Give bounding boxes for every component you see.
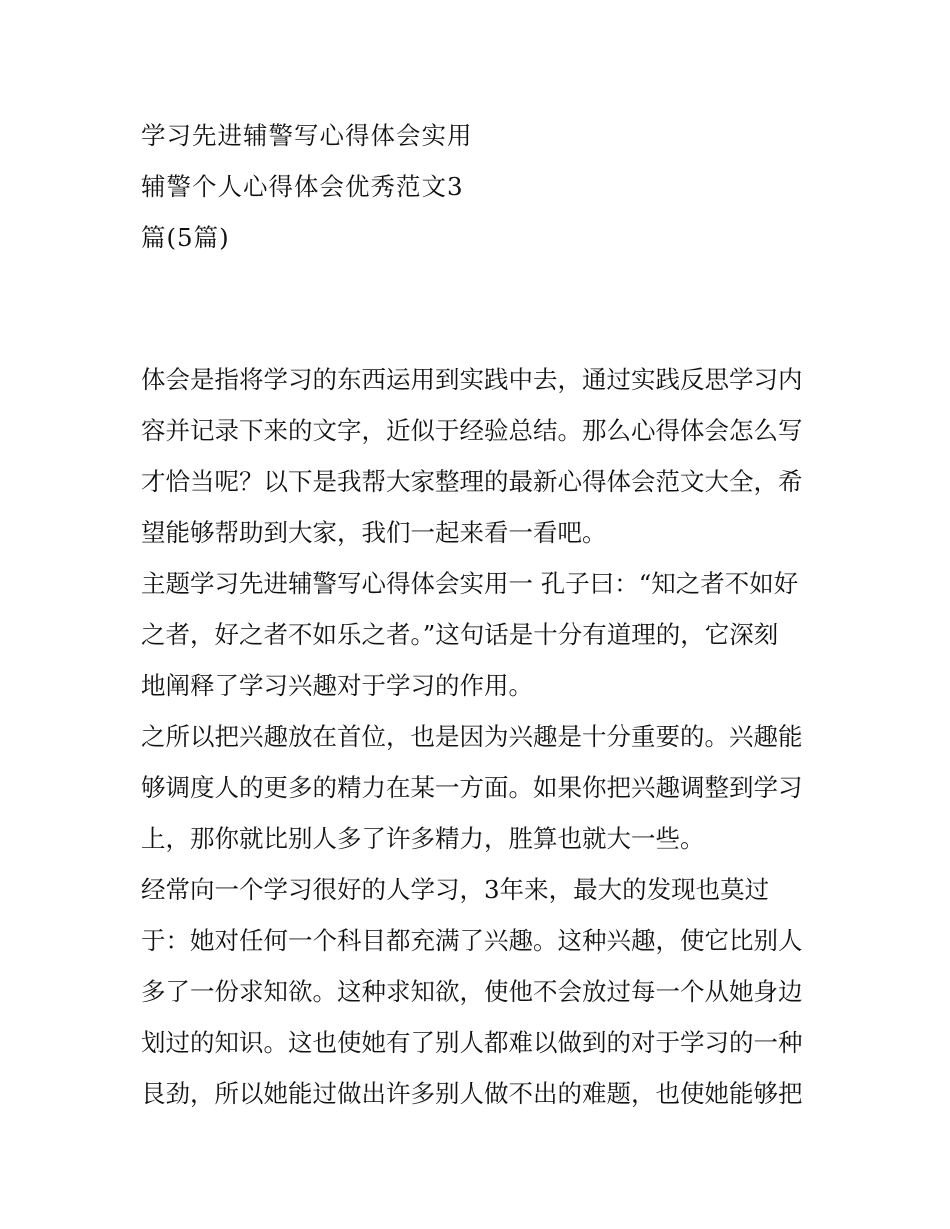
paragraph-classmate [141,864,821,1119]
paragraph-intro [141,354,821,558]
title-line: 篇(5篇) [141,223,230,252]
text-line: 多了一份求知欲。这种求知欲，使他不会放过每一个从她身边 [141,977,803,1006]
text-line: 艮劲，所以她能过做出许多别人做不出的难题，也使她能够把 [141,1079,803,1108]
text-line: 容并记录下来的文字，近似于经验总结。那么心得体会怎么写 [141,416,803,445]
document-body [141,354,821,1119]
text-line: 够调度人的更多的精力在某一方面。如果你把兴趣调整到学习 [141,773,803,802]
title-line: 辅警个人心得体会优秀范文3 [141,172,464,201]
text-line: 于：她对任何一个科目都充满了兴趣。这种兴趣，使它比别人 [141,926,803,955]
text-line: 主题学习先进辅警写心得体会实用一 孔子曰：“知之者不如好 [141,569,799,598]
text-line: 经常向一个学习很好的人学习，3年来，最大的发现也莫过 [141,875,770,904]
text-line: 体会是指将学习的东西运用到实践中去，通过实践反思学习内 [141,365,803,394]
text-line: 地阐释了学习兴趣对于学习的作用。 [141,671,533,700]
paragraph-confucius [141,558,821,711]
text-line: 才恰当呢？以下是我帮大家整理的最新心得体会范文大全，希 [141,467,803,496]
text-line: 之者，好之者不如乐之者。”这句话是十分有道理的，它深刻 [141,620,779,649]
text-line: 之所以把兴趣放在首位，也是因为兴趣是十分重要的。兴趣能 [141,722,803,751]
title-line: 学习先进辅警写心得体会实用 [141,121,473,150]
text-line: 上，那你就比别人多了许多精力，胜算也就大一些。 [141,824,705,853]
document-title [141,110,821,263]
text-line: 划过的知识。这也使她有了别人都难以做到的对于学习的一种 [141,1028,803,1057]
text-line: 望能够帮助到大家，我们一起来看一看吧。 [141,518,607,547]
paragraph-interest [141,711,821,864]
